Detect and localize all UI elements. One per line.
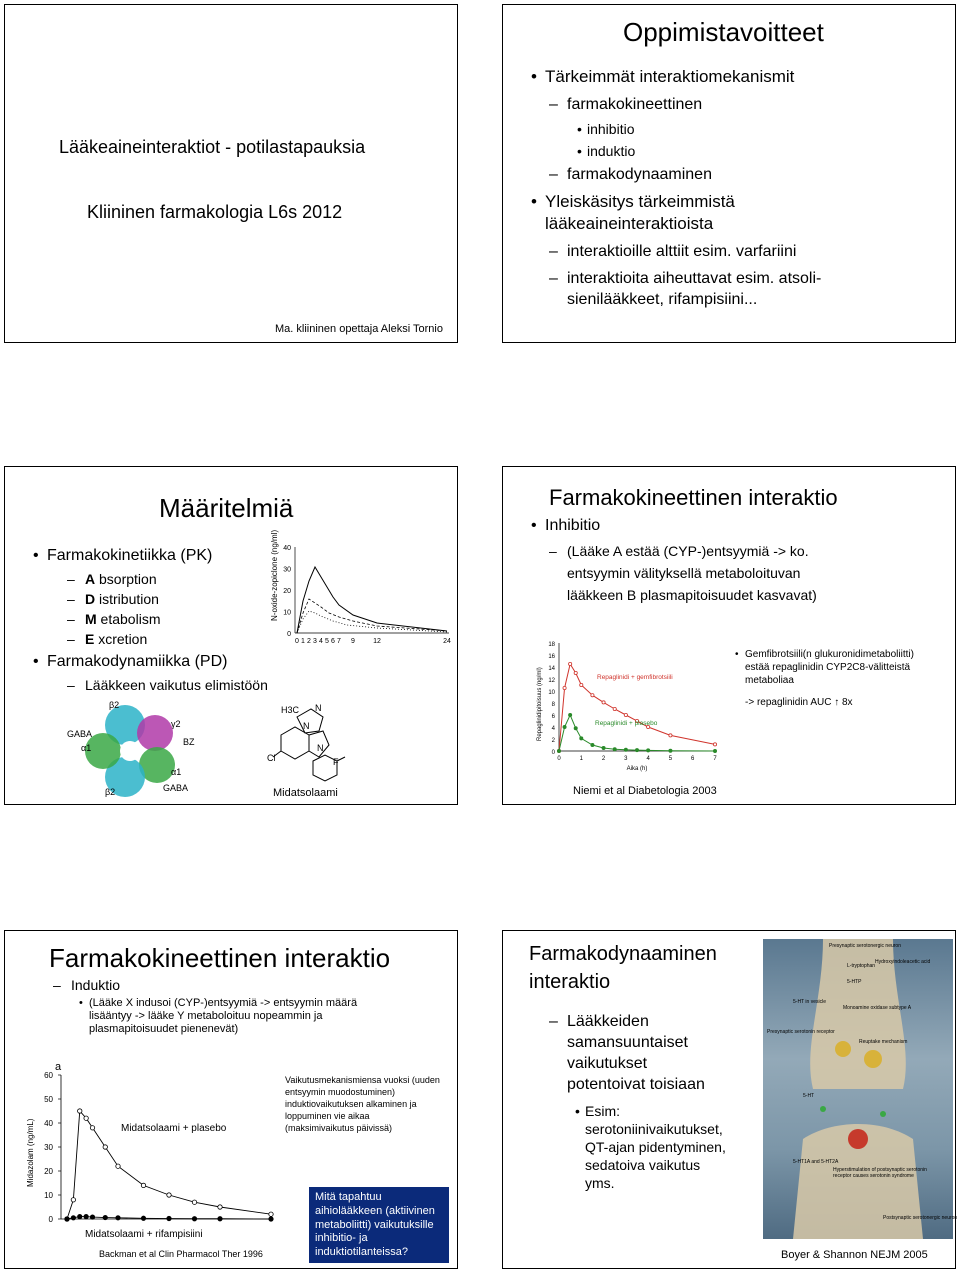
repa-data-point <box>591 694 594 697</box>
inhibition-bullet: • Inhibitio <box>545 517 600 535</box>
mida-ytick-label: 60 <box>44 1071 53 1080</box>
repa-ylabel: Repaglinidipitoisuus (ng/ml) <box>537 667 543 741</box>
pd-sub: – Lääkkeen vaikutus elimistöön <box>85 677 268 693</box>
repa-xtick-label: 7 <box>713 756 717 762</box>
repa-xtick-label: 2 <box>601 756 606 762</box>
repa-data-point <box>647 749 650 752</box>
prodrug-question-box <box>309 1187 449 1263</box>
repa-ytick-label: 10 <box>548 690 555 696</box>
slide-4 <box>502 466 956 805</box>
repa-series-label: Repaglinidi + plasebo <box>595 720 658 727</box>
receptor-label-gamma2: γ2 <box>171 719 181 729</box>
repa-data-point <box>669 734 672 737</box>
zopiclone-dotted-curve <box>297 611 447 633</box>
slide-5 <box>4 930 458 1269</box>
adme-e-letter: E <box>85 631 95 647</box>
repa-xtick-label: 5 <box>668 756 673 762</box>
repa-ytick-label: 14 <box>548 666 555 672</box>
repa-data-point <box>669 749 672 752</box>
slide-1 <box>4 4 458 343</box>
repa-data-point <box>624 713 627 716</box>
receptor-label-beta2-top: β2 <box>109 700 120 710</box>
zopiclone-xtick-label: 9 <box>351 638 355 645</box>
zopiclone-xtick-label: 5 <box>325 638 329 645</box>
receptor-label-alpha1-left: α1 <box>81 743 92 753</box>
repa-data-point <box>591 743 594 746</box>
zopiclone-xtick-label: 7 <box>337 638 341 645</box>
repa-ytick-label: 0 <box>551 750 555 756</box>
adme-a-text: bsorption <box>95 571 157 587</box>
zopiclone-chart <box>267 529 453 667</box>
mida-data-point <box>192 1217 196 1221</box>
mida-data-point <box>167 1193 171 1197</box>
repa-data-point <box>635 749 638 752</box>
zopiclone-xtick-label: 2 <box>307 638 311 645</box>
slide-1-title: Lääkeaineinteraktiot - potilastapauksia <box>59 137 366 157</box>
repa-data-point <box>569 662 572 665</box>
mida-data-point <box>71 1216 75 1220</box>
slide-5-citation: Backman et al Clin Pharmacol Ther 1996 <box>99 1249 263 1259</box>
mida-data-point <box>192 1200 196 1204</box>
pd-bullet: • Farmakodynamiikka (PD) <box>47 653 227 671</box>
mida-data-point <box>218 1217 222 1221</box>
gemfibrozil-note-2: estää repaglinidin CYP2C8-välitteistä <box>745 662 911 673</box>
objective-2-causing: – interaktioita aiheuttavat esim. atsoli- <box>567 270 821 288</box>
mida-data-point <box>269 1217 273 1221</box>
zopiclone-solid-curve <box>297 567 447 633</box>
induction-note-3: induktiovaikutuksen alkaminen ja <box>285 1099 417 1109</box>
mida-data-point <box>141 1183 145 1187</box>
repa-data-point <box>569 713 572 716</box>
mida-data-point <box>78 1109 82 1113</box>
pd-example-4: sedatoiva vaikutus <box>585 1157 701 1173</box>
repa-ytick-label: 18 <box>548 642 555 648</box>
receptor-subunit-magenta <box>137 715 173 751</box>
objective-2-susceptible: – interaktioille alttiit esim. varfariini <box>567 243 796 261</box>
pd-desc-2: samansuuntaiset <box>567 1034 688 1051</box>
repa-xtick-label: 3 <box>624 756 628 762</box>
repa-xtick-label: 0 <box>557 756 561 762</box>
repa-data-point <box>574 671 577 674</box>
slide-2-title: Oppimistavoitteet <box>623 17 824 47</box>
repa-ytick-label: 4 <box>551 726 555 732</box>
synapse-label-presyn-receptor: Presynaptic serotonin receptor <box>767 1029 835 1035</box>
adme-m-text: etabolism <box>96 611 161 627</box>
vesicle-1 <box>835 1041 851 1057</box>
synapse-label-mao: Monoamine oxidase subtype A <box>843 1005 912 1011</box>
zopiclone-xtick-label: 6 <box>331 638 335 645</box>
mida-series-label: Midatsolaami + rifampisiini <box>85 1229 203 1240</box>
repa-data-point <box>713 743 716 746</box>
synapse-label-5htp: 5-HTP <box>847 979 862 985</box>
inhibition-desc-3: lääkkeen B plasmapitoisuudet kasvavat) <box>567 587 817 603</box>
pd-example-5: yms. <box>585 1175 615 1191</box>
zopiclone-ytick-label: 0 <box>287 631 291 638</box>
mida-ytick-label: 50 <box>44 1095 53 1104</box>
adme-d <box>85 591 159 607</box>
prodrug-question-1: Mitä tapahtuu <box>315 1191 382 1203</box>
repa-ytick-label: 12 <box>548 678 555 684</box>
synapse-label-reuptake: Reuptake mechanism <box>859 1039 908 1045</box>
synapse-label-presynaptic: Presynaptic serotonergic neuron <box>829 943 901 949</box>
zopiclone-xtick-label: 4 <box>319 638 323 645</box>
repa-data-point <box>574 727 577 730</box>
induction-desc-1: • (Lääke X indusoi (CYP-)entsyymiä -> entsyymin määrä <box>89 997 357 1009</box>
repa-data-point <box>580 737 583 740</box>
zopiclone-ytick-label: 20 <box>283 588 291 595</box>
pd-desc-1: – Lääkkeiden <box>567 1013 649 1031</box>
mol-label-n1: N <box>315 703 322 713</box>
panel-letter: a <box>55 1061 62 1073</box>
adme-e-text: xcretion <box>94 631 148 647</box>
adme-m <box>85 611 160 627</box>
serotonin-dot-2 <box>880 1111 886 1117</box>
adme-m-letter: M <box>85 611 97 627</box>
slide-6-title-2: interaktio <box>529 971 611 993</box>
mida-data-point <box>116 1164 120 1168</box>
objective-1-inhibition: • inhibitio <box>587 121 634 137</box>
synapse-label-5ht: 5-HT <box>803 1093 815 1099</box>
induction-note-4: loppuminen vie aikaa <box>285 1111 370 1121</box>
mida-data-point <box>90 1126 94 1130</box>
objective-2-cont: lääkeaineinteraktioista <box>545 214 714 233</box>
repa-data-point <box>580 683 583 686</box>
repa-data-point <box>602 746 605 749</box>
pd-example-3: QT-ajan pidentyminen, <box>585 1139 726 1155</box>
mida-ylabel: Midazolam (ng/mL) <box>26 1118 35 1187</box>
receptor-red <box>848 1129 868 1149</box>
zopiclone-ylabel: N-oxide-zopiclone (ng/ml) <box>270 529 279 621</box>
induction-note-5: (maksimivaikutus päivissä) <box>285 1123 393 1133</box>
mida-data-point <box>167 1216 171 1220</box>
mol-label-n3: N <box>317 743 324 753</box>
objective-1-induction: • induktio <box>587 143 635 159</box>
mida-ytick-label: 30 <box>44 1143 53 1152</box>
synapse-label-hiaa: Hydroxyindoleacetic acid <box>875 959 931 965</box>
objective-1-pd: – farmakodynaaminen <box>567 166 712 184</box>
slide-6 <box>502 930 956 1269</box>
pd-desc-3: vaikutukset <box>567 1055 648 1072</box>
mol-label-n2: N <box>303 721 310 731</box>
synapse-label-vesicle: 5-HT in vesicle <box>793 999 826 1005</box>
prodrug-question-3: metaboliitti) vaikutuksille <box>315 1218 434 1231</box>
repa-data-point <box>602 701 605 704</box>
auc-note: -> repaglinidin AUC ↑ 8x <box>745 697 853 708</box>
zopiclone-xtick-label: 3 <box>313 638 317 645</box>
objective-2: • Yleiskäsitys tärkeimmistä <box>545 192 735 212</box>
synapse-label-postsynaptic: Postsynaptic serotonergic neuron <box>883 1215 958 1221</box>
vesicle-2 <box>864 1050 882 1068</box>
repa-ytick-label: 6 <box>551 714 555 720</box>
zopiclone-xtick-label: 1 <box>301 638 305 645</box>
mida-data-point <box>116 1216 120 1220</box>
slide-4-citation: Niemi et al Diabetologia 2003 <box>573 785 717 797</box>
gemfibrozil-note-3: metaboliaa <box>745 675 794 686</box>
repa-xlabel: Aika (h) <box>626 766 648 772</box>
pd-example-1: • Esim: <box>585 1103 620 1119</box>
adme-d-text: istribution <box>95 591 159 607</box>
slide-4-title: Farmakokineettinen interaktio <box>549 485 838 510</box>
zopiclone-ytick-label: 10 <box>283 609 291 617</box>
midazolam-structure <box>267 703 357 783</box>
midazolam-caption: Midatsolaami <box>273 787 338 799</box>
mida-ytick-label: 10 <box>44 1191 53 1200</box>
serotonin-dot-1 <box>820 1106 826 1112</box>
gemfibrozil-note-1: • Gemfibrotsiili(n glukuronidimetaboliitti) <box>745 649 914 660</box>
repa-data-point <box>557 749 560 752</box>
receptor-label-bz: BZ <box>183 737 195 747</box>
slide-2 <box>502 4 956 343</box>
slide-3-title: Määritelmiä <box>159 493 294 523</box>
mida-series-label: Midatsolaami + plasebo <box>121 1123 227 1134</box>
mida-data-point <box>90 1215 94 1219</box>
prodrug-question-2: aihiolääkkeen (aktiivinen <box>315 1204 435 1217</box>
repa-data-point <box>563 725 566 728</box>
receptor-label-gaba-2: GABA <box>163 783 189 793</box>
objective-2-causing-cont: sienilääkkeet, rifampisiini... <box>567 291 758 308</box>
synapse-label-tryptophan: L-tryptophan <box>847 963 876 969</box>
mol-label-cl: Cl <box>267 753 276 763</box>
repa-ytick-label: 8 <box>551 702 555 708</box>
mida-data-point <box>78 1214 82 1218</box>
mol-label-f: F <box>333 757 339 767</box>
mida-data-point <box>84 1214 88 1218</box>
pd-desc-4: potentoivat toisiaan <box>567 1076 705 1093</box>
mida-data-point <box>84 1116 88 1120</box>
receptor-pore <box>120 741 140 761</box>
repa-data-point <box>613 748 616 751</box>
induction-note-1: Vaikutusmekanismiensa vuoksi (uuden <box>285 1075 440 1085</box>
receptor-label-beta2-bottom: β2 <box>105 787 116 797</box>
repaglinide-chart <box>533 635 733 775</box>
synapse-label-receptors: 5-HT1A and 5-HT2A <box>793 1159 839 1165</box>
pk-bullet: • Farmakokinetiikka (PK) <box>47 547 212 565</box>
zopiclone-ytick-label: 30 <box>283 566 291 574</box>
objective-1: • Tärkeimmät interaktiomekanismit <box>545 67 794 87</box>
slide-6-citation: Boyer & Shannon NEJM 2005 <box>781 1249 928 1261</box>
repa-ytick-label: 16 <box>548 654 555 660</box>
slide-1-subtitle: Kliininen farmakologia L6s 2012 <box>87 202 343 222</box>
repa-series-label: Repaglinidi + gemfibrotsiili <box>597 674 673 681</box>
midazolam-chart <box>19 1061 289 1240</box>
zopiclone-xtick-label: 12 <box>373 638 381 645</box>
repa-data-point <box>613 707 616 710</box>
mida-data-point <box>141 1216 145 1220</box>
repa-data-point <box>563 686 566 689</box>
repa-xtick-label: 6 <box>691 756 695 762</box>
pd-example-2: serotoniinivaikutukset, <box>585 1121 723 1137</box>
repa-data-point <box>624 748 627 751</box>
mol-label-h3c: H3C <box>281 705 300 715</box>
repa-xtick-label: 4 <box>646 756 650 762</box>
induction-desc-3: plasmapitoisuudet pienenevät) <box>89 1023 239 1035</box>
mida-data-point <box>103 1145 107 1149</box>
repa-ytick-label: 2 <box>551 738 555 744</box>
mida-data-point <box>269 1212 273 1216</box>
receptor-label-gaba-1: GABA <box>67 729 93 739</box>
repa-data-point <box>713 749 716 752</box>
prodrug-question-5: induktiotilanteissa? <box>315 1246 408 1258</box>
slide-6-title-1: Farmakodynaaminen <box>529 943 717 965</box>
mida-data-point <box>65 1217 69 1221</box>
zopiclone-xtick-label: 0 <box>295 638 299 645</box>
receptor-label-alpha1-right: α1 <box>171 767 182 777</box>
adme-a-letter: A <box>85 571 96 587</box>
induction-dash: – Induktio <box>71 977 120 993</box>
zopiclone-ytick-label: 40 <box>283 545 291 552</box>
adme-e <box>85 631 147 647</box>
mida-data-point <box>71 1198 75 1202</box>
synapse-label-hyperstim: Hyperstimulation of postsynaptic serotonin receptor causes serotonin syndrome <box>833 1167 927 1179</box>
inhibition-desc-1: – (Lääke A estää (CYP-)entsyymiä -> ko. <box>567 543 809 559</box>
serotonin-synapse-image <box>763 939 958 1239</box>
mida-data-point <box>103 1215 107 1219</box>
mida-ytick-label: 20 <box>44 1167 53 1176</box>
repa-xtick-label: 1 <box>579 756 583 762</box>
mida-ytick-label: 40 <box>44 1119 53 1128</box>
induction-note-2: entsyymin muodostuminen) <box>285 1087 396 1097</box>
adme-a <box>85 571 157 587</box>
objective-1-pk: – farmakokineettinen <box>567 96 702 114</box>
mida-ytick-label: 0 <box>48 1215 53 1224</box>
slide-5-title: Farmakokineettinen interaktio <box>49 943 391 973</box>
zopiclone-xtick-label: 24 <box>443 638 451 645</box>
inhibition-desc-2: entsyymin välityksellä metaboloituvan <box>567 565 801 581</box>
prodrug-question-4: inhibitio- ja <box>315 1232 368 1245</box>
mida-data-point <box>218 1205 222 1209</box>
induction-desc-2: lisääntyy -> lääke Y metaboloituu nopeammin ja <box>89 1010 323 1022</box>
slide-1-footer: Ma. kliininen opettaja Aleksi Tornio <box>275 323 443 335</box>
slide-3 <box>4 466 458 805</box>
adme-d-letter: D <box>85 591 96 607</box>
